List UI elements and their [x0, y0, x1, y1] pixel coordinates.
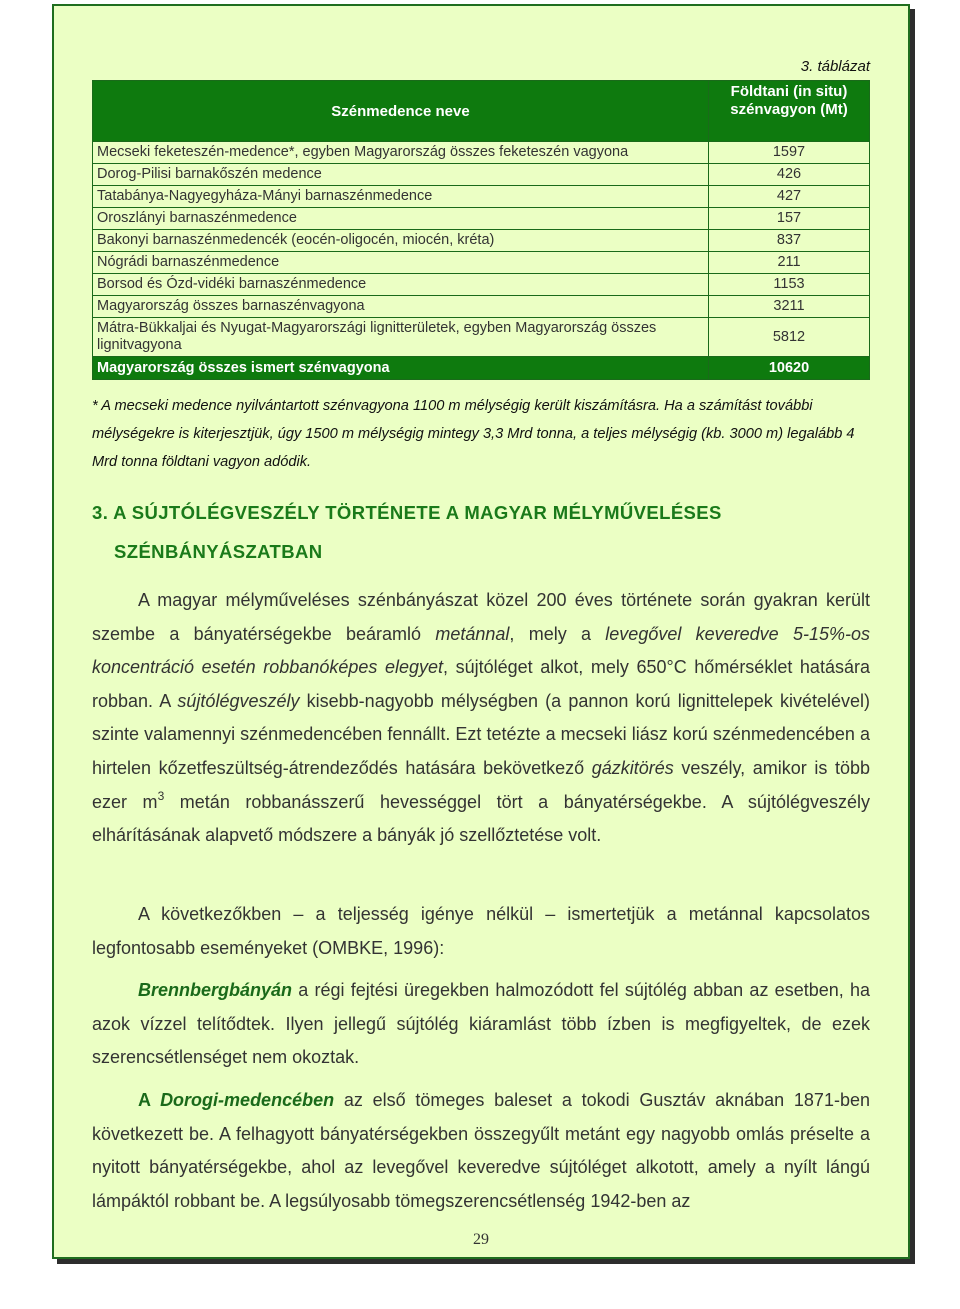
emphasis: sújtólégveszély — [177, 690, 300, 711]
header-basin-name: Szénmedence neve — [93, 81, 709, 142]
basin-name: Mátra-Bükkaljai és Nyugat-Magyarországi lignitterületek, egyben Magyarország összes lignitvagyona — [93, 318, 709, 357]
table-row — [93, 252, 870, 274]
basin-name: Nógrádi barnaszénmedence — [93, 252, 709, 274]
basin-name: Oroszlányi barnaszénmedence — [93, 208, 709, 230]
reserve-value: 426 — [709, 164, 870, 186]
total-label: Magyarország összes ismert szénvagyona — [93, 357, 709, 380]
table-footnote: * A mecseki medence nyilvántartott szénvagyona 1100 m mélységig került kiszámításra. Ha a számítást további mélységekre is kiterjesztjük, úgy 1500 m mélységig mintegy 3,3 Mrd tonna, a teljes mélységig (kb. 3000 m) legalább 4 Mrd tonna földtani vagyon adódik. — [92, 398, 855, 470]
reserve-value: 3211 — [709, 296, 870, 318]
section-number: 3. — [92, 502, 109, 523]
reserve-value: 1153 — [709, 274, 870, 296]
section-title-line2: SZÉNBÁNYÁSZATBAN — [114, 541, 323, 562]
table-row — [93, 296, 870, 318]
emphasis: gázkitörés — [591, 757, 674, 778]
header-reserve-value: Földtani (in situ) szénvagyon (Mt) — [709, 81, 870, 142]
table-row — [93, 164, 870, 186]
paragraph-4: A Dorogi-medencében az első tömeges baleset a tokodi Gusztáv aknában 1871-ben következett be. A felhagyott bányatérségekben összegyűlt metánt egy nagyobb omlás préselte a nyitott bányatérségekbe, ahol az levegővel keveredve sújtóléget alkotott, amely a nyílt lángú lámpáktól robbant be. A legsúlyosabb tömegszerencsétlenség 1942-ben az — [92, 1090, 870, 1211]
table-caption: 3. táblázat — [800, 58, 870, 75]
table-row — [93, 274, 870, 296]
reserve-value: 157 — [709, 208, 870, 230]
reserve-value: 427 — [709, 186, 870, 208]
section-heading — [92, 496, 872, 570]
emphasis: levegővel keveredve 5-15%-os koncentráció esetén robbanóképes elegyet — [92, 623, 871, 678]
paragraph-1: A magyar mélyműveléses szénbányászat közel 200 éves története során gyakran került szembe a bányatérségekbe beáramló metánnal, mely a levegővel keveredve 5-15%-os koncentráció esetén robbanóképes elegyet, sújtóléget alkot, mely 650°C hőmérséklet hatására robban. A sújtólégveszély kisebb-nagyobb mélységben (a pannon korú lignittelepek kivételével) szinte valamennyi szénmedencében fennállt. Ezt tetézte a mecseki liász korú szénmedencében a hirtelen kőzetfeszültség-átrendeződés hatására bekövetkező gázkitörés veszély, amikor is több ezer $m^3$ metán robbanásszerű hevességgel tört a bányatérségekbe. A sújtólégveszély elhárításának alapvető módszere a bányák jó szellőztetése volt. — [92, 590, 871, 846]
reserve-value: 1597 — [709, 142, 870, 164]
section-title-line1: A SÚJTÓLÉGVESZÉLY TÖRTÉNETE A MAGYAR MÉLYMŰVELÉSES — [113, 502, 722, 523]
page-frame — [52, 4, 910, 1259]
reserve-value: 211 — [709, 252, 870, 274]
basin-name: Magyarország összes barnaszénvagyona — [93, 296, 709, 318]
paragraph-2: A következőkben – a teljesség igénye nélkül – ismertetjük a metánnal kapcsolatos legfontosabb eseményeket (OMBKE, 1996): — [92, 904, 870, 958]
basin-name: Dorog-Pilisi barnakőszén medence — [93, 164, 709, 186]
page-number: 29 — [473, 1231, 489, 1248]
place-name: Brennbergbányán — [138, 980, 293, 1000]
table-row — [93, 142, 870, 164]
reserve-value: 5812 — [709, 318, 870, 357]
coal-reserves-table — [92, 80, 870, 380]
basin-name: Borsod és Ózd-vidéki barnaszénmedence — [93, 274, 709, 296]
table-row — [93, 208, 870, 230]
basin-name: Tatabánya-Nagyegyháza-Mányi barnaszénmedence — [93, 186, 709, 208]
table-total-row — [93, 357, 870, 380]
emphasis: metánnal — [435, 623, 510, 644]
table-row — [93, 186, 870, 208]
table-row — [93, 230, 870, 252]
total-value: 10620 — [709, 357, 870, 380]
table-header-row — [93, 81, 870, 142]
place-name: Dorogi-medencében — [160, 1090, 335, 1110]
basin-name: Bakonyi barnaszénmedencék (eocén-oligocén, miocén, kréta) — [93, 230, 709, 252]
reserve-value: 837 — [709, 230, 870, 252]
paragraph-3: Brennbergbányán a régi fejtési üregekben halmozódott fel sújtólég abban az esetben, ha azok vízzel telítődtek. Ilyen jellegű sújtólég kiáramlást több ízben is megfigyeltek, de ezek szerencsétlenséget nem okoztak. — [92, 980, 870, 1068]
table-row — [93, 318, 870, 357]
basin-name: Mecseki feketeszén-medence*, egyben Magyarország összes feketeszén vagyona — [93, 142, 709, 164]
superscript: 3 — [157, 788, 165, 803]
